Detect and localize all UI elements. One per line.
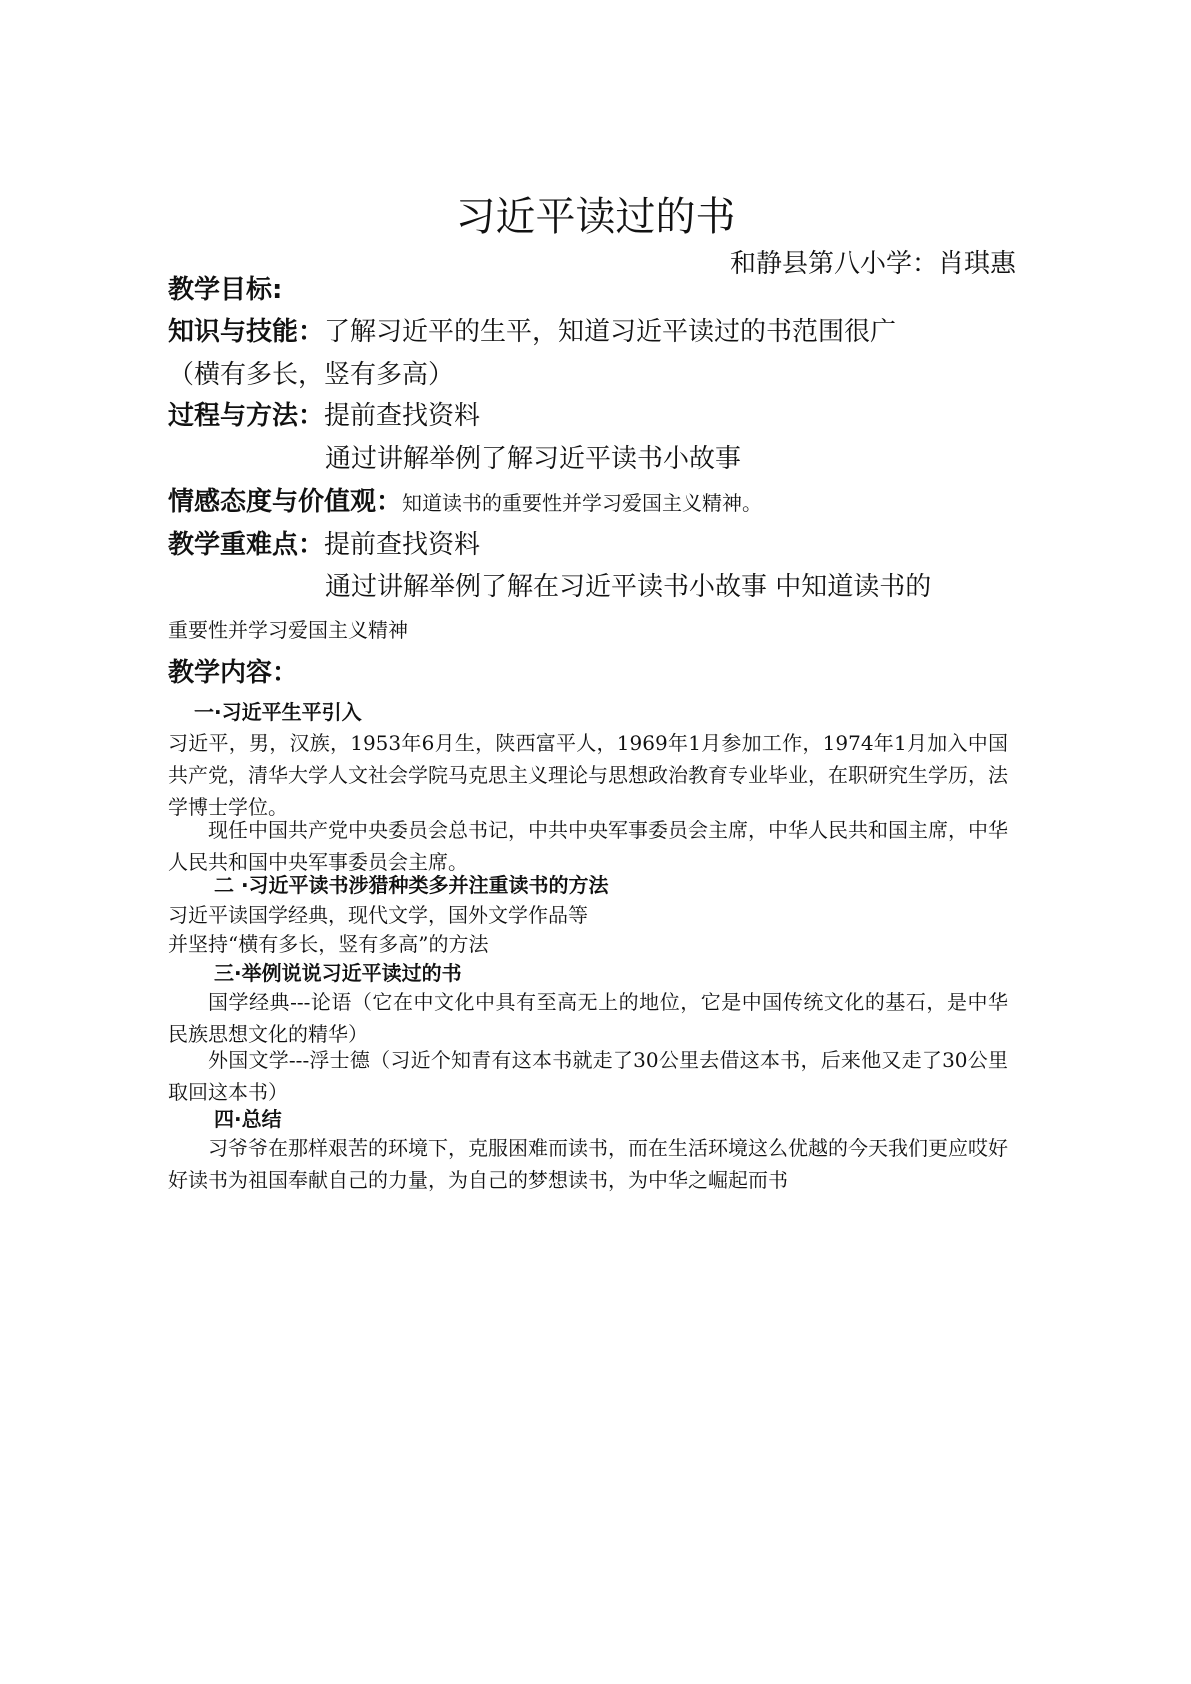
knowledge-label: 知识与技能： (168, 317, 325, 347)
section-1-heading: 一·习近平生平引入 (194, 700, 362, 724)
section-3-paragraph-2: 外国文学---浮士德（习近个知青有这本书就走了30公里去借这本书，后来他又走了30公里取回这本书） (168, 1048, 1008, 1104)
process-label: 过程与方法： (168, 401, 325, 431)
document-title: 习近平读过的书 (455, 194, 736, 240)
process-line1: 提前查找资料 (324, 401, 481, 431)
section-2-heading: 二 ·习近平读书涉猎种类多并注重读书的方法 (214, 873, 609, 897)
knowledge-continuation: （横有多长，竖有多高） (168, 360, 455, 390)
content-heading: 教学内容： (168, 658, 299, 688)
section-3-paragraph-1: 国学经典---论语（它在中文化中具有至高无上的地位，它是中国传统文化的基石，是中华民族思想文化的精华） (168, 990, 1008, 1046)
section-3-heading: 三·举例说说习近平读过的书 (214, 961, 462, 985)
section-4-paragraph-1: 习爷爷在那样艰苦的环境下，克服困难而读书，而在生活环境这么优越的今天我们更应哎好好读书为祖国奉献自己的力量，为自己的梦想读书，为中华之崛起而书 (168, 1136, 1008, 1192)
keypoints-line (168, 527, 480, 563)
emotion-label: 情感态度与价值观： (168, 487, 403, 517)
keypoints-label: 教学重难点： (168, 530, 325, 560)
section-2-paragraph-1: 习近平读国学经典，现代文学，国外文学作品等 (168, 903, 588, 927)
section-1-paragraph-2: 现任中国共产党中央委员会总书记，中共中央军事委员会主席，中华人民共和国主席，中华人民共和国中央军事委员会主席。 (168, 818, 1008, 874)
process-line (168, 398, 480, 434)
process-line2: 通过讲解举例了解习近平读书小故事 (325, 444, 742, 474)
section-2-paragraph-2: 并坚持“横有多长，竖有多高”的方法 (168, 932, 489, 956)
section-1-paragraph-1: 习近平，男，汉族，1953年6月生，陕西富平人，1969年1月参加工作，1974年1月加入中国共产党，清华大学人文社会学院马克思主义理论与思想政治教育专业毕业，在职研究生学历，法学博士学位。 (168, 731, 1008, 819)
objectives-heading: 教学目标: (168, 275, 283, 305)
keypoints-line1: 提前查找资料 (324, 530, 481, 560)
emotion-line (168, 484, 762, 520)
emotion-text: 知道读书的重要性并学习爱国主义精神。 (402, 491, 763, 515)
keypoints-line3: 重要性并学习爱国主义精神 (168, 618, 408, 642)
section-4-heading: 四·总结 (214, 1107, 282, 1131)
knowledge-line (168, 314, 896, 350)
author-line: 和静县第八小学：肖琪惠 (729, 249, 1016, 279)
knowledge-text: 了解习近平的生平，知道习近平读过的书范围很广 (324, 317, 897, 347)
keypoints-line2: 通过讲解举例了解在习近平读书小故事 中知道读书的 (325, 572, 932, 602)
